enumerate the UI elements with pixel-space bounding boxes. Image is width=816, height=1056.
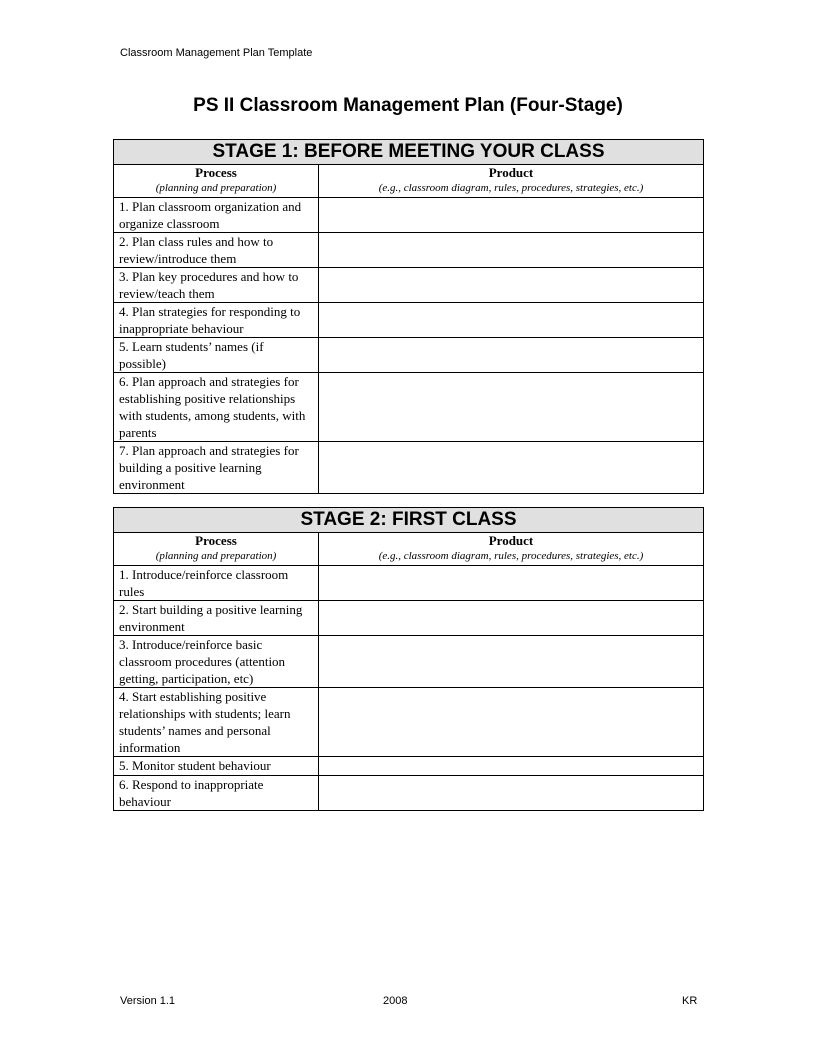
process-header-sub: (planning and preparation) (155, 182, 277, 194)
table-row (114, 303, 704, 338)
product-header-label: Product (488, 533, 534, 548)
process-cell: 1. Plan classroom organization and organize classroom (114, 198, 319, 233)
stage2-table (113, 507, 704, 811)
process-header-label: Process (195, 165, 237, 180)
footer-year: 2008 (383, 995, 408, 1007)
process-header-label: Process (195, 533, 237, 548)
table-row (114, 198, 704, 233)
table-row (114, 601, 704, 636)
process-cell: 3. Plan key procedures and how to review/teach them (114, 268, 319, 303)
table-row (114, 338, 704, 373)
product-cell[interactable] (319, 303, 704, 338)
product-cell[interactable] (319, 688, 704, 757)
process-header-sub: (planning and preparation) (155, 550, 277, 562)
product-cell[interactable] (319, 338, 704, 373)
product-cell[interactable] (319, 233, 704, 268)
product-cell[interactable] (319, 566, 704, 601)
table-row (114, 636, 704, 688)
stage1-title: STAGE 1: BEFORE MEETING YOUR CLASS (114, 140, 704, 165)
table-row (114, 442, 704, 494)
product-column-header (319, 533, 704, 566)
process-cell: 2. Plan class rules and how to review/introduce them (114, 233, 319, 268)
process-cell: 4. Start establishing positive relationships with students; learn students’ names and personal information (114, 688, 319, 757)
product-cell[interactable] (319, 776, 704, 811)
product-cell[interactable] (319, 442, 704, 494)
footer-version: Version 1.1 (120, 995, 176, 1007)
process-cell: 6. Respond to inappropriate behaviour (114, 776, 319, 811)
process-cell: 5. Monitor student behaviour (114, 757, 319, 776)
footer-initials: KR (682, 995, 698, 1007)
stage1-table (113, 139, 704, 494)
table-row (114, 776, 704, 811)
product-cell[interactable] (319, 601, 704, 636)
process-cell: 2. Start building a positive learning environment (114, 601, 319, 636)
header-note: Classroom Management Plan Template (120, 47, 313, 59)
page-title: PS II Classroom Management Plan (Four-Stage) (193, 95, 623, 116)
process-cell: 3. Introduce/reinforce basic classroom procedures (attention getting, participation, etc) (114, 636, 319, 688)
product-cell[interactable] (319, 636, 704, 688)
product-cell[interactable] (319, 198, 704, 233)
process-column-header (114, 165, 319, 198)
table-row (114, 373, 704, 442)
product-cell[interactable] (319, 373, 704, 442)
process-cell: 6. Plan approach and strategies for establishing positive relationships with students, among students, with parents (114, 373, 319, 442)
table-row (114, 757, 704, 776)
table-row (114, 688, 704, 757)
table-row (114, 233, 704, 268)
product-column-header (319, 165, 704, 198)
process-cell: 4. Plan strategies for responding to inappropriate behaviour (114, 303, 319, 338)
process-cell: 1. Introduce/reinforce classroom rules (114, 566, 319, 601)
product-cell[interactable] (319, 757, 704, 776)
product-header-label: Product (488, 165, 534, 180)
process-cell: 5. Learn students’ names (if possible) (114, 338, 319, 373)
process-column-header (114, 533, 319, 566)
table-row (114, 566, 704, 601)
product-cell[interactable] (319, 268, 704, 303)
product-header-sub: (e.g., classroom diagram, rules, procedures, strategies, etc.) (378, 182, 644, 194)
product-header-sub: (e.g., classroom diagram, rules, procedures, strategies, etc.) (378, 550, 644, 562)
table-row (114, 268, 704, 303)
stage2-title: STAGE 2: FIRST CLASS (114, 508, 704, 533)
process-cell: 7. Plan approach and strategies for building a positive learning environment (114, 442, 319, 494)
